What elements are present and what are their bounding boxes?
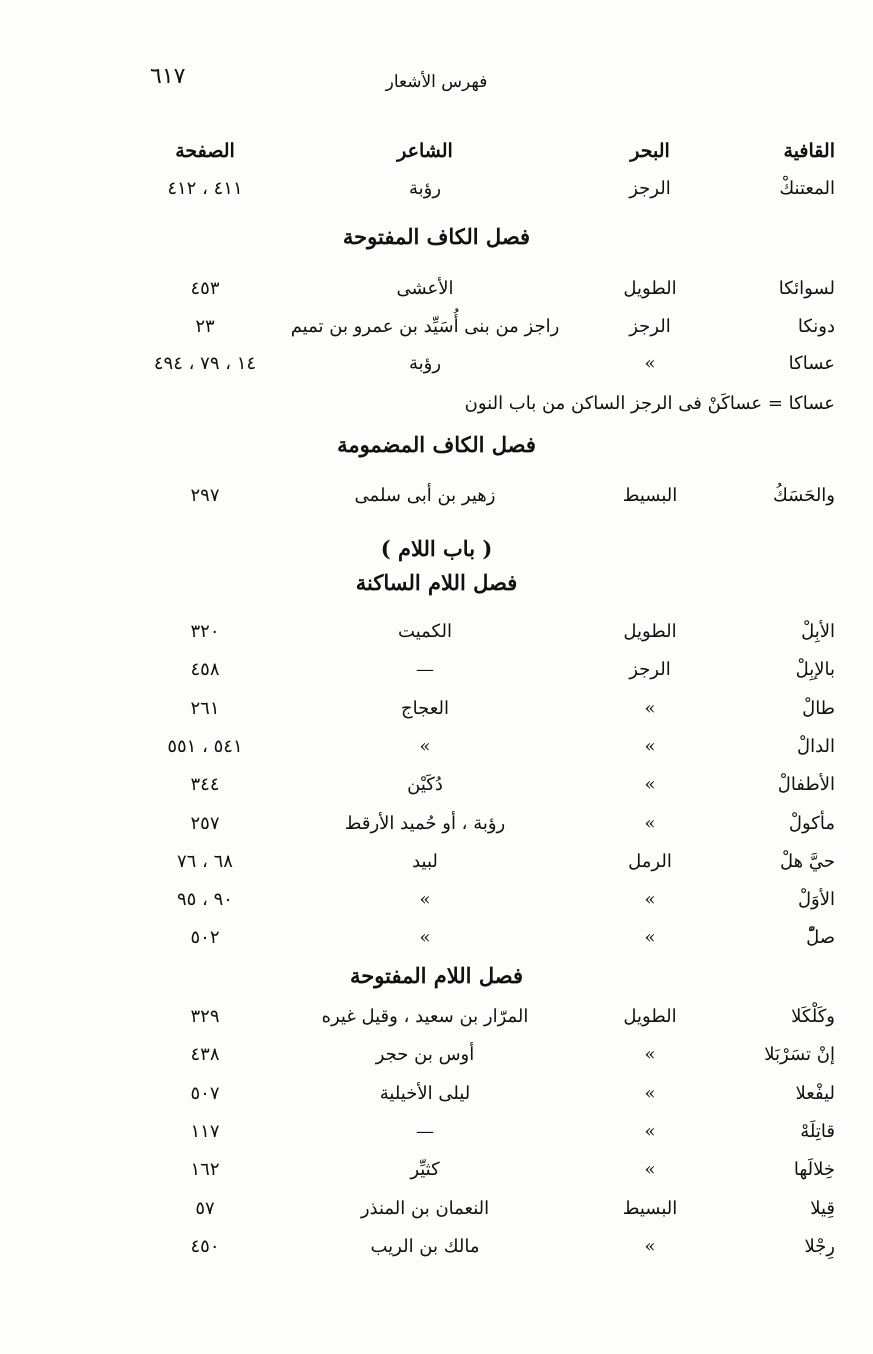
- cell-shaer: رؤبة: [408, 353, 442, 374]
- cell-shaer: —: [416, 1120, 434, 1142]
- cell-shaer: زهير بن أبى سلمى: [354, 485, 496, 506]
- cell-bahr: »: [644, 697, 656, 719]
- cross-reference-note: عساكا = عساكَنْ فى الرجز الساكن من باب النون: [464, 393, 835, 414]
- cell-bahr: الطويل: [623, 621, 677, 642]
- cell-page: ٣٢٩: [190, 1006, 220, 1027]
- cell-bahr: البسيط: [622, 1197, 678, 1219]
- cell-shaer: »: [419, 735, 431, 757]
- cell-shaer: راجز من بنى أُسَيِّد بن عمرو بن تميم: [290, 315, 560, 337]
- cell-page: ٢٥٧: [190, 812, 220, 834]
- table-row: [0, 1083, 873, 1117]
- section-title-kaf-madmuma: فصل الكاف المضمومة: [337, 432, 536, 457]
- table-row: [0, 1198, 873, 1232]
- cell-bahr: »: [644, 1082, 656, 1104]
- cell-bahr: »: [644, 735, 656, 757]
- cell-page: ٤٥٣: [190, 278, 220, 299]
- column-header-shaer: الشاعر: [397, 140, 453, 162]
- cell-page: ١١٧: [190, 1120, 220, 1142]
- cell-qafia: الدالْ: [796, 735, 835, 757]
- table-row: [0, 1121, 873, 1155]
- cell-shaer: الأعشى: [396, 278, 454, 299]
- cell-bahr: الرجز: [629, 659, 671, 681]
- cell-shaer: رؤبة ، أو حُميد الأرقط: [344, 812, 506, 834]
- cell-qafia: ليفْعلا: [795, 1082, 835, 1104]
- cell-page: ٤١١ ، ٤١٢: [167, 178, 243, 199]
- cell-shaer: ليلى الأخيلية: [379, 1082, 471, 1104]
- table-row: [0, 1159, 873, 1193]
- cell-page: ٤٣٨: [190, 1044, 220, 1066]
- cell-page: ٣٤٤: [190, 774, 220, 796]
- cell-page: ٣٢٠: [190, 621, 220, 642]
- column-header-row: [0, 140, 873, 174]
- cell-shaer: دُكَيْن: [407, 774, 443, 796]
- cell-shaer: كثيِّر: [410, 1159, 440, 1181]
- cell-qafia: عساكا: [788, 353, 835, 374]
- cell-shaer: المرّار بن سعيد ، وقيل غيره: [321, 1006, 529, 1027]
- cell-qafia: قاتِلَهْ: [800, 1120, 835, 1142]
- cell-qafia: صلّْ: [806, 927, 835, 949]
- cell-bahr: »: [644, 889, 656, 911]
- cell-bahr: »: [644, 812, 656, 834]
- cell-bahr: الرمل: [628, 850, 672, 872]
- cell-qafia: وكَلْكَلا: [791, 1006, 835, 1027]
- cell-bahr: البسيط: [622, 485, 678, 506]
- cell-shaer: الكميت: [398, 621, 452, 642]
- cell-qafia: الأبِلْ: [801, 621, 835, 642]
- section-title-lam-sakina: فصل اللام الساكنة: [355, 570, 518, 595]
- cell-page: ٥٧: [195, 1197, 215, 1219]
- table-row: [0, 927, 873, 961]
- cell-bahr: »: [644, 1044, 656, 1066]
- table-row: [0, 659, 873, 693]
- cell-qafia: والحَسَكُ: [772, 485, 835, 506]
- section-title-lam-maftuha: فصل اللام المفتوحة: [350, 963, 523, 988]
- table-row: [0, 621, 873, 655]
- table-row: [0, 698, 873, 732]
- column-header-page: الصفحة: [175, 140, 235, 162]
- cell-bahr: الرجز: [629, 315, 671, 337]
- table-row: [0, 485, 873, 519]
- cell-qafia: الأوَلْ: [797, 889, 835, 911]
- cell-page: ٦٨ ، ٧٦: [177, 850, 233, 872]
- section-title-kaf-maftuha: فصل الكاف المفتوحة: [342, 224, 531, 249]
- cell-qafia: الأطفالْ: [777, 774, 835, 796]
- cell-qafia: دونكا: [797, 315, 835, 337]
- cell-qafia: بالإبِلْ: [795, 659, 835, 681]
- column-header-bahr: البحر: [630, 140, 670, 162]
- cell-qafia: مأكولْ: [788, 812, 835, 834]
- cell-page: ١٦٢: [190, 1159, 220, 1181]
- table-row: [0, 889, 873, 923]
- cell-qafia: المعتنكْ: [779, 178, 835, 199]
- cell-bahr: »: [644, 774, 656, 796]
- cell-page: ٢٣: [195, 315, 215, 337]
- cell-bahr: »: [644, 353, 656, 374]
- cell-page: ٩٠ ، ٩٥: [177, 889, 233, 911]
- cell-qafia: خِلالَها: [793, 1159, 835, 1181]
- cell-shaer: العجاج: [401, 697, 449, 719]
- table-row: [0, 353, 873, 387]
- cell-shaer: »: [419, 927, 431, 949]
- cell-bahr: الطويل: [623, 278, 677, 299]
- table-row: [0, 278, 873, 312]
- cell-shaer: أوس بن حجر: [375, 1044, 475, 1066]
- table-row: [0, 1044, 873, 1078]
- cell-shaer: النعمان بن المنذر: [360, 1197, 490, 1219]
- cell-shaer: لبيد: [412, 850, 438, 872]
- cell-shaer: رؤبة: [408, 178, 442, 199]
- cell-page: ٢٦١: [190, 697, 220, 719]
- cell-page: ١٤ ، ٧٩ ، ٤٩٤: [153, 353, 257, 374]
- chapter-title-bab-lam: ( باب اللام ): [380, 536, 493, 561]
- cell-qafia: لسوائكا: [778, 278, 835, 299]
- cell-shaer: مالك بن الريب: [370, 1235, 480, 1257]
- table-row: [0, 178, 873, 212]
- cell-shaer: —: [416, 659, 434, 681]
- table-row: [0, 851, 873, 885]
- cell-qafia: قِيلا: [810, 1197, 835, 1219]
- table-row: [0, 813, 873, 847]
- cell-bahr: »: [644, 1235, 656, 1257]
- cell-bahr: الطويل: [623, 1006, 677, 1027]
- cell-page: ٤٥٠: [190, 1235, 220, 1257]
- cell-bahr: »: [644, 1120, 656, 1142]
- table-row: [0, 316, 873, 350]
- cell-qafia: إنْ تسَرْبَلا: [764, 1044, 835, 1066]
- cell-qafia: رِجْلا: [804, 1235, 835, 1257]
- table-row: [0, 736, 873, 770]
- cell-bahr: الرجز: [629, 178, 671, 199]
- cell-page: ٥٠٢: [190, 927, 220, 949]
- cell-page: ٢٩٧: [190, 485, 220, 506]
- cell-bahr: »: [644, 1159, 656, 1181]
- running-title: فهرس الأشعار: [385, 72, 488, 92]
- cell-bahr: »: [644, 927, 656, 949]
- table-row: [0, 1006, 873, 1040]
- cell-page: ٥٠٧: [190, 1082, 220, 1104]
- cell-page: ٥٤١ ، ٥٥١: [167, 735, 243, 757]
- column-header-qafia: القافية: [783, 140, 835, 162]
- cell-qafia: طالْ: [802, 697, 835, 719]
- cell-qafia: حيَّ هلْ: [780, 850, 835, 872]
- table-row: [0, 1236, 873, 1270]
- page-number: ٦١٧: [150, 64, 186, 89]
- table-row: [0, 774, 873, 808]
- cell-page: ٤٥٨: [190, 659, 220, 681]
- cell-shaer: »: [419, 889, 431, 911]
